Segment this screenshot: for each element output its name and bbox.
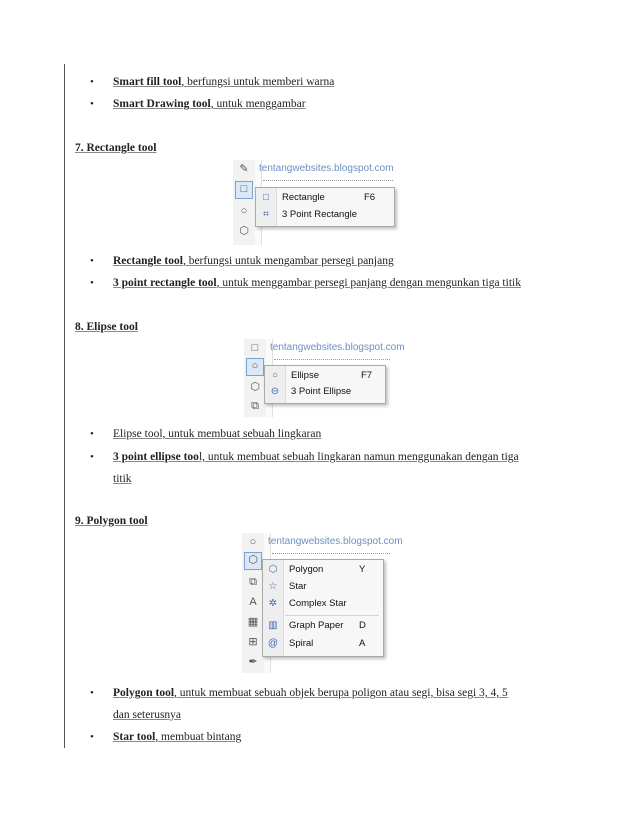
list-item-smart-drawing: Smart Drawing tool, untuk menggambar	[113, 98, 306, 110]
bullet-icon: •	[90, 687, 94, 699]
star-icon: ☆	[268, 581, 278, 592]
menu-item-3-point-ellipse[interactable]: ⊖ 3 Point Ellipse	[265, 384, 385, 400]
list-item-ellipse: Elipse tool, untuk membuat sebuah lingkaran	[113, 428, 322, 440]
menu-item-complex-star[interactable]: ✲ Complex Star	[263, 596, 383, 612]
watermark: tentangwebsites.blogspot.com	[270, 342, 405, 353]
bullet-icon: •	[90, 277, 94, 289]
menu-item-polygon[interactable]: ⬡ Polygon Y	[263, 562, 383, 578]
table-tool-icon: ▦	[247, 616, 259, 628]
list-item-3-point-ellipse-continuation: titik	[113, 473, 132, 485]
list-item-smart-fill: Smart fill tool, berfungsi untuk memberi warna	[113, 76, 335, 88]
menu-item-rectangle[interactable]: □ Rectangle F6	[256, 190, 394, 206]
rectangle-tool-screenshot	[233, 160, 398, 245]
bullet-icon: •	[90, 428, 94, 440]
ellipse-tool-icon: ○	[249, 536, 257, 548]
polygon-icon: ⬡	[268, 564, 278, 575]
polygon-tool-screenshot	[242, 533, 403, 673]
left-border-line	[64, 64, 65, 748]
toolbox	[233, 160, 256, 245]
rectangle-icon: □	[262, 192, 270, 203]
menu-item-spiral[interactable]: @ Spiral A	[263, 636, 383, 652]
watermark: tentangwebsites.blogspot.com	[259, 163, 394, 174]
smart-fill-icon: ✎	[239, 163, 249, 175]
ellipse-tool-icon: ○	[246, 358, 264, 376]
ellipse-icon: ○	[271, 370, 279, 381]
bullet-icon: •	[90, 451, 94, 463]
basic-shapes-icon: ⧉	[249, 576, 257, 588]
rectangle-tool-icon: □	[235, 181, 253, 199]
ellipse-tool-icon: ○	[240, 205, 248, 217]
dotted-guide	[263, 180, 393, 181]
menu-item-3-point-rectangle[interactable]: ⌗ 3 Point Rectangle	[256, 207, 394, 223]
polygon-tool-icon: ⬡	[239, 225, 249, 237]
eyedropper-icon: ✒	[248, 656, 258, 668]
bullet-icon: •	[90, 255, 94, 267]
list-item-polygon-continuation: dan seterusnya	[113, 709, 182, 721]
list-item-rectangle: Rectangle tool, berfungsi untuk mengambar persegi panjang	[113, 255, 394, 267]
3-point-rectangle-icon: ⌗	[263, 209, 269, 220]
connector-tool-icon: ⊞	[248, 636, 258, 648]
heading-rectangle-tool: 7. Rectangle tool	[75, 142, 157, 154]
polygon-tool-icon: ⬡	[250, 381, 260, 393]
menu-item-star[interactable]: ☆ Star	[263, 579, 383, 595]
menu-item-graph-paper[interactable]: ▥ Graph Paper D	[263, 618, 383, 634]
text-tool-icon: A	[249, 596, 257, 608]
list-item-3-point-ellipse: 3 point ellipse tool, untuk membuat sebuah lingkaran namun menggunakan dengan tiga	[113, 451, 519, 463]
watermark: tentangwebsites.blogspot.com	[268, 536, 403, 547]
ellipse-flyout-menu	[264, 365, 386, 404]
dotted-guide	[272, 553, 390, 554]
list-item-3-point-rectangle: 3 point rectangle tool, untuk menggambar persegi panjang dengan mengunkan tiga titik	[113, 277, 521, 289]
dotted-guide	[274, 359, 390, 360]
heading-polygon-tool: 9. Polygon tool	[75, 515, 148, 527]
rectangle-flyout-menu	[255, 187, 395, 227]
bullet-icon: •	[90, 731, 94, 743]
polygon-tool-icon: ⬡	[244, 552, 262, 570]
heading-ellipse-tool: 8. Elipse tool	[75, 321, 138, 333]
ellipse-tool-screenshot	[244, 339, 405, 417]
basic-shapes-icon: ⧉	[251, 400, 259, 412]
polygon-flyout-menu	[262, 559, 384, 657]
graph-paper-icon: ▥	[268, 620, 278, 631]
3-point-ellipse-icon: ⊖	[270, 386, 280, 397]
complex-star-icon: ✲	[268, 598, 278, 609]
bullet-icon: •	[90, 98, 94, 110]
rectangle-tool-icon: □	[251, 342, 259, 354]
menu-separator	[285, 615, 379, 616]
menu-item-ellipse[interactable]: ○ Ellipse F7	[265, 368, 385, 384]
bullet-icon: •	[90, 76, 94, 88]
spiral-icon: @	[267, 638, 279, 649]
list-item-star: Star tool, membuat bintang	[113, 731, 242, 743]
list-item-polygon: Polygon tool, untuk membuat sebuah objek berupa poligon atau segi, bisa segi 3, 4, 5	[113, 687, 508, 699]
